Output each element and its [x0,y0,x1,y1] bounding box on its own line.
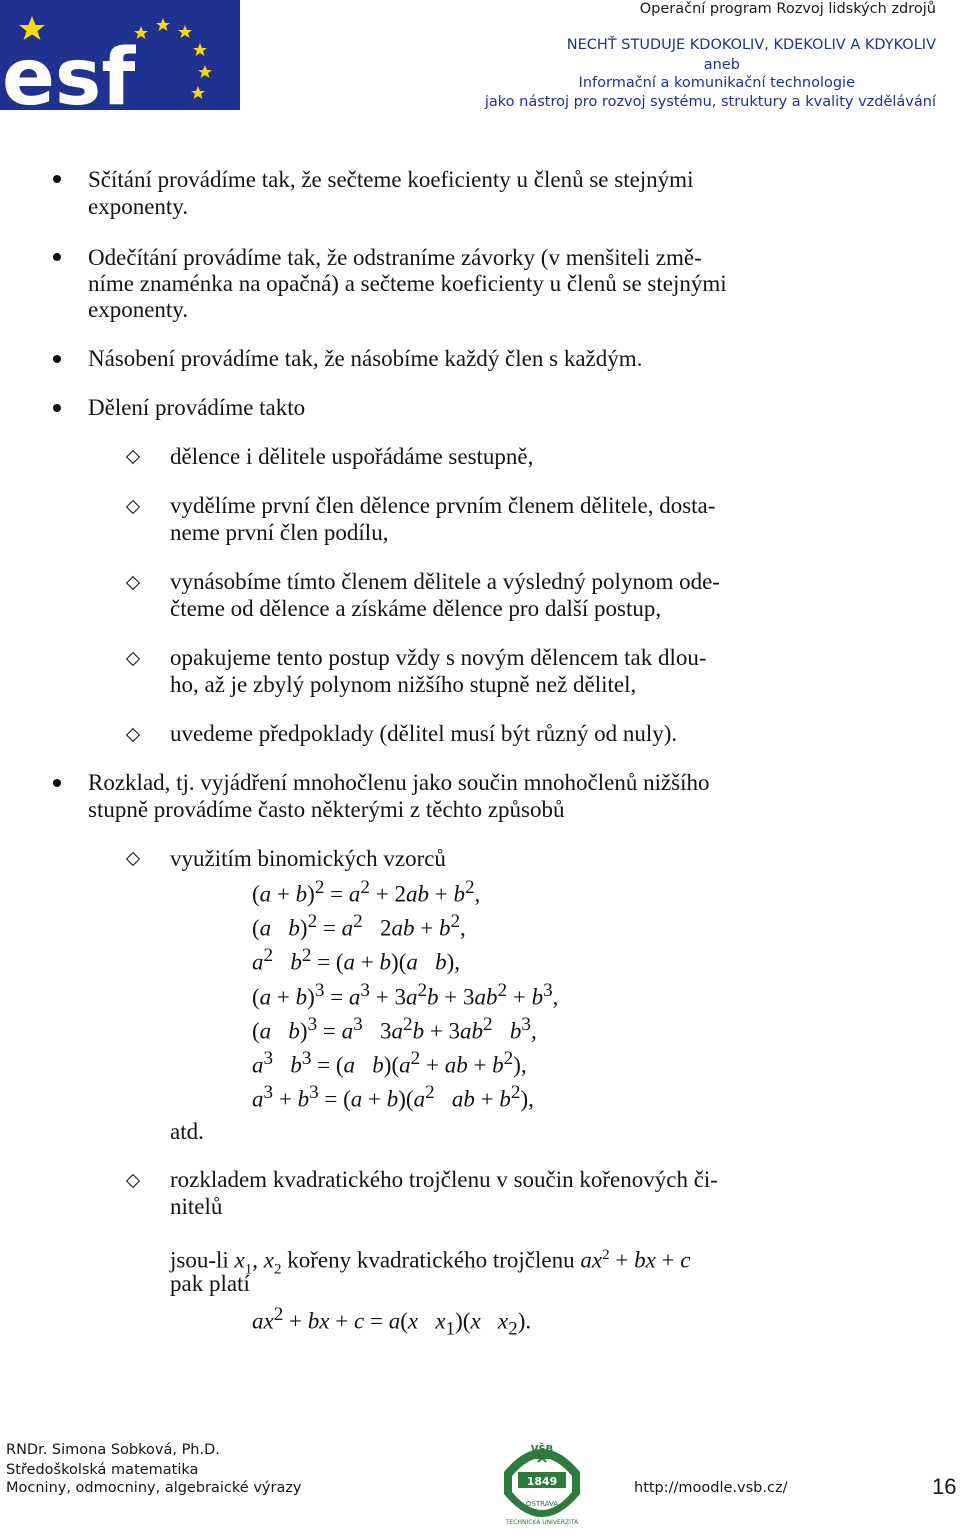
motto: NECHŤ STUDUJE KDOKOLIV, KDEKOLIV A KDYKOLIV [566,37,936,53]
division-step-2a: vydělíme první člen dělence prvním členem dělitele, dosta- [170,493,716,518]
para-subtraction-2: níme znaménka na opačná) a sečteme koeficienty u členů se stejnými [88,271,727,296]
bullet-icon [53,779,61,787]
division-step-3a: vynásobíme tímto členem dělitele a výsledný polynom ode- [170,569,720,594]
formula-4: $(a + b)^3 = a^3 + 3a^2b + 3ab^2 + b^3$, [252,980,559,1010]
vsb-seal-logo [494,1432,590,1535]
footer-topic: Mocniny, odmocniny, algebraické výrazy [6,1480,302,1496]
roots-sentence: jsou-li $x_1$, $x_2$ kořeny kvadratického trojčlenu $ax^2$ + bx + c [170,1247,691,1278]
formula-7: $a^3 + b^3 = (a + b)(a^2$ ab + $b^2$), [252,1082,534,1112]
para-addition-2: exponenty. [88,194,189,219]
diamond-bullet-icon [126,500,140,514]
para-division: Dělení provádíme takto [88,395,306,420]
division-step-5: uvedeme předpoklady (dělitel musí být různý od nuly). [170,721,678,746]
ict-label: Informační a komunikační technologie [578,75,855,91]
etc-label: atd. [170,1119,204,1144]
seal-top: VŠB [530,1444,554,1455]
diamond-bullet-icon [126,652,140,666]
program-name: Operační program Rozvoj lidských zdrojů [639,1,936,17]
quadratic-1: rozkladem kvadratického trojčlenu v součin kořenových či- [170,1167,718,1192]
para-addition-1: Sčítání provádíme tak, že sečteme koeficienty u členů se stejnými [88,167,694,192]
bullet-icon [53,355,61,363]
binomial-formulas-label: využitím binomických vzorců [170,846,446,871]
para-factoring-2: stupně provádíme často některými z těchto způsobů [88,797,565,822]
seal-city: OSTRAVA [525,1500,559,1508]
logo-text: esf [2,33,136,110]
seal-university: TECHNICKÁ UNIVERZITA [505,1519,579,1526]
esf-logo [0,0,240,110]
diamond-bullet-icon [126,576,140,590]
aneb-label: aneb [703,57,740,73]
footer-course: Středoškolská matematika [6,1462,199,1478]
diamond-bullet-icon [126,852,140,866]
para-multiplication: Násobení provádíme tak, že násobíme každý člen s každým. [88,346,643,371]
footer-author: RNDr. Simona Sobková, Ph.D. [6,1442,220,1458]
footer-url: http://moodle.vsb.cz/ [634,1480,788,1496]
para-factoring-1: Rozklad, tj. vyjádření mnohočlenu jako součin mnohočlenů nižšího [88,770,710,795]
division-step-3b: čteme od dělence a získáme dělence pro další postup, [170,596,662,621]
formula-quadratic-factorization: $ax^2$ + bx + c = a(x $x_1)(x$ $x_2$). [252,1304,532,1340]
bullet-icon [53,404,61,412]
diamond-bullet-icon [126,450,140,464]
formula-1: $(a + b)^2 = a^2 + 2ab + b^2$, [252,877,481,907]
para-subtraction-3: exponenty. [88,297,189,322]
tool-label: jako nástroj pro rozvoj systému, struktury a kvality vzdělávání [484,94,936,110]
page-number: 16 [932,1474,957,1499]
division-step-4b: ho, až je zbylý polynom nižšího stupně než dělitel, [170,672,637,697]
then-holds: pak platí [170,1271,250,1296]
bullet-icon [53,175,61,183]
formula-3: $a^2$ $b^2 = (a + b)(a$ b), [252,945,461,975]
para-subtraction-1: Odečítání provádíme tak, že odstraníme závorky (v menšiteli změ- [88,245,702,270]
quadratic-2: nitelů [170,1194,223,1219]
formula-5: (a $b)^3 = a^3$ $3a^2b + 3ab^2$ $b^3$, [252,1014,537,1044]
division-step-2b: neme první člen podílu, [170,520,389,545]
bullet-icon [53,253,61,261]
formula-2: (a $b)^2 = a^2$ $2ab + b^2$, [252,911,466,941]
diamond-bullet-icon [126,1174,140,1188]
division-step-4a: opakujeme tento postup vždy s novým dělencem tak dlou- [170,645,707,670]
formula-6: $a^3$ $b^3 = (a$ $b)(a^2$ + ab + $b^2$), [252,1048,527,1078]
seal-year: 1849 [526,1475,558,1488]
division-step-1: dělence i dělitele uspořádáme sestupně, [170,444,534,469]
diamond-bullet-icon [126,728,140,742]
